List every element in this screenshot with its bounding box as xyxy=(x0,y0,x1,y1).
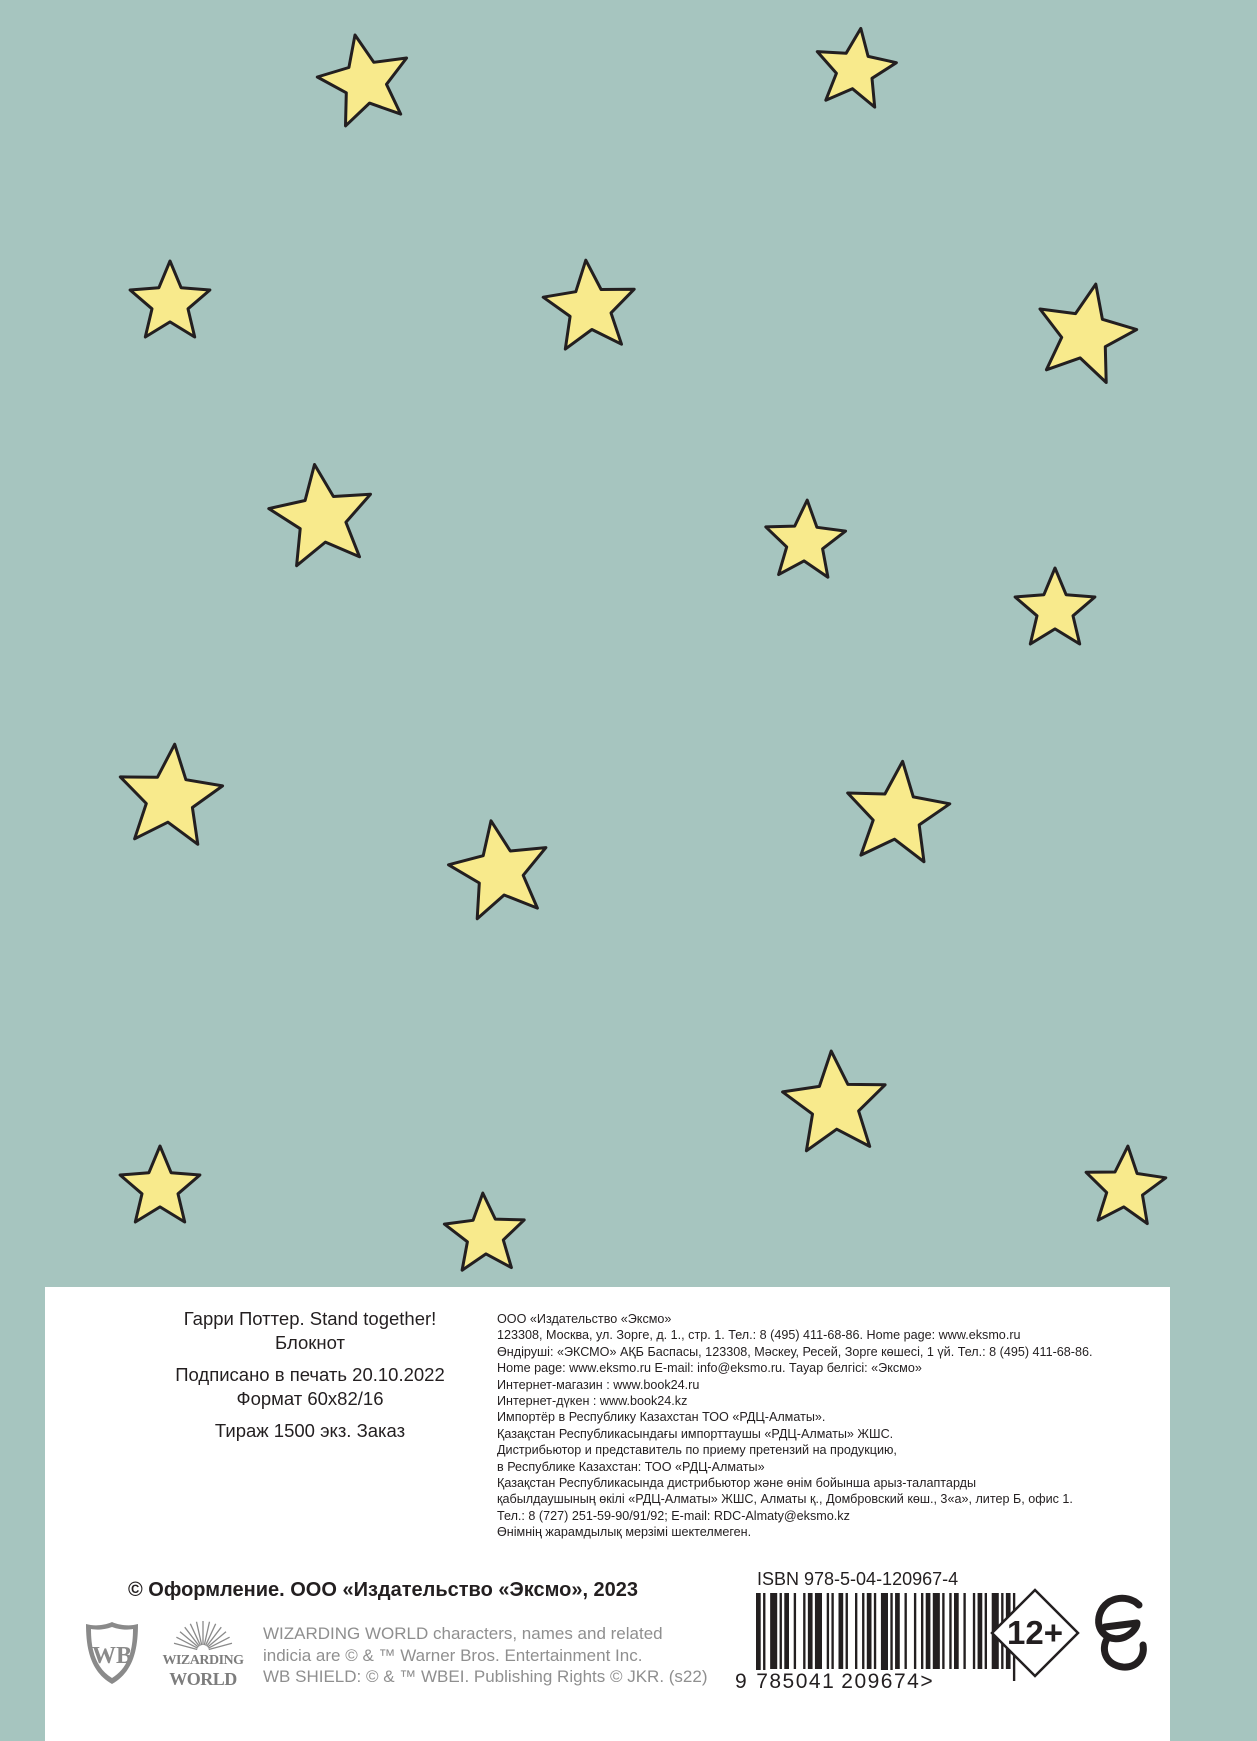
wand-burst-icon xyxy=(153,1617,253,1653)
barcode-first-digit: 9 xyxy=(735,1670,749,1693)
eksmo-logo-icon xyxy=(1093,1591,1149,1671)
legal-line: indicia are © & ™ Warner Bros. Entertainment Inc. xyxy=(263,1645,643,1665)
star-icon xyxy=(543,260,634,349)
publisher-info xyxy=(497,1311,1157,1541)
publisher-line: Өнімнің жарамдылық мерзімі шектелмеген. xyxy=(497,1525,752,1540)
publisher-line: ООО «Издательство «Эксмо» xyxy=(497,1312,672,1326)
star-icon xyxy=(130,261,210,337)
publisher-line: в Республике Казахстан: ТОО «РДЦ-Алматы» xyxy=(497,1459,765,1474)
ww-line2: WORLD xyxy=(169,1669,237,1689)
publisher-line: Қазақстан Республикасында дистрибьютор және өнім бойынша арыз-талаптарды xyxy=(497,1476,977,1491)
star-icon xyxy=(766,500,846,577)
publisher-line: Home page: www.eksmo.ru E-mail: info@eksmo.ru. Тауар белгісі: «Эксмо» xyxy=(497,1361,922,1376)
barcode-digits xyxy=(735,1670,934,1694)
star-icon xyxy=(317,35,406,126)
star-icon xyxy=(1015,568,1095,644)
publisher-line: Интернет-магазин : www.book24.ru xyxy=(497,1377,700,1392)
publisher-line: Дистрибьютор и представитель по приему претензий на продукцию, xyxy=(497,1443,897,1458)
wb-logo-text: WB xyxy=(91,1643,133,1669)
publisher-line: Өндіруші: «ЭКСМО» АҚБ Баспасы, 123308, Мәскеу, Ресей, Зорге көшесі, 1 үй. Тел.: 8 (495) 411-68-86. xyxy=(497,1344,1093,1359)
barcode-group-1: 785041 xyxy=(756,1670,836,1693)
publisher-line: Қазақстан Республикасындағы импорттаушы «РДЦ-Алматы» ЖШС. xyxy=(497,1426,894,1441)
legal-notice xyxy=(263,1623,708,1688)
star-icon xyxy=(269,465,371,566)
publisher-line: Интернет-дүкен : www.book24.kz xyxy=(497,1394,688,1409)
publisher-line: 123308, Москва, ул. Зорге, д. 1., стр. 1. Тел.: 8 (495) 411-68-86. Home page: www.eksmo.ru xyxy=(497,1328,1021,1343)
age-rating-text: 12+ xyxy=(1007,1614,1063,1651)
print-run: Тираж 1500 экз. Заказ xyxy=(214,1420,406,1441)
barcode-group-2: 209674 xyxy=(841,1670,921,1693)
star-icon xyxy=(1040,284,1137,382)
star-icon xyxy=(817,28,896,107)
wb-shield-logo xyxy=(83,1620,141,1686)
star-icon xyxy=(848,761,950,862)
book-format: Формат 60x82/16 xyxy=(236,1388,384,1409)
publisher-line: Импортёр в Республику Казахстан ТОО «РДЦ-Алматы». xyxy=(497,1410,826,1425)
star-icon xyxy=(1086,1146,1166,1224)
legal-line: WB SHIELD: © & ™ WBEI. Publishing Rights © JKR. (s22) xyxy=(263,1667,708,1686)
imprint-panel xyxy=(45,1287,1170,1741)
book-info xyxy=(145,1307,475,1443)
star-icon xyxy=(120,1146,200,1222)
barcode xyxy=(756,1593,1020,1681)
star-icon xyxy=(783,1051,886,1151)
copyright-line: © Оформление. ООО «Издательство «Эксмо», 2023 xyxy=(128,1579,639,1601)
legal-line: WIZARDING WORLD characters, names and related xyxy=(263,1624,663,1643)
book-title: Гарри Поттер. Stand together! xyxy=(183,1308,437,1329)
publisher-line: қабылдаушының өкілі «РДЦ-Алматы» ЖШС, Алматы қ., Домбровский көш., 3«а», литер Б, офис 1. xyxy=(497,1492,1073,1507)
barcode-end-mark: > xyxy=(920,1670,935,1693)
isbn-number: ISBN 978-5-04-120967-4 xyxy=(757,1569,959,1589)
star-icon xyxy=(120,744,222,844)
wizarding-world-logo xyxy=(153,1617,253,1693)
ww-line1: WIZARDING xyxy=(162,1653,244,1668)
star-icon xyxy=(444,1193,524,1270)
signed-date: Подписано в печать 20.10.2022 xyxy=(175,1364,445,1385)
star-icon xyxy=(449,821,546,919)
publisher-line: Тел.: 8 (727) 251-59-90/91/92; E-mail: RDC-Almaty@eksmo.kz xyxy=(497,1508,850,1523)
book-subtitle: Блокнот xyxy=(275,1332,345,1353)
